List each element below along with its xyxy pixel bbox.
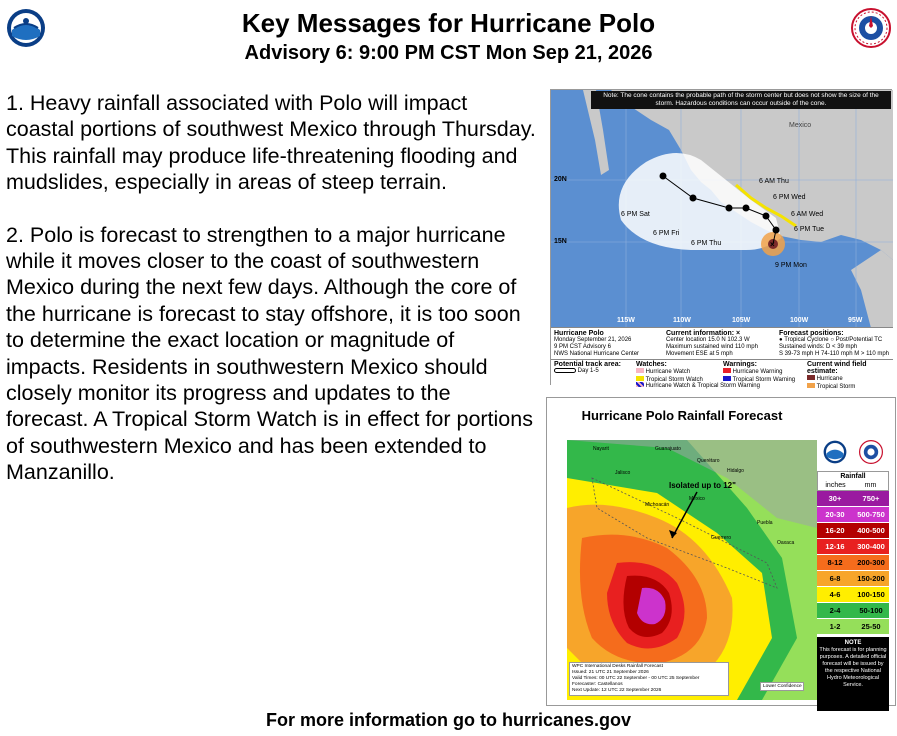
cone-note: Note: The cone contains the probable path of the storm center but does not show the size of the storm. Hazardous conditions can occur outside of the cone.: [591, 91, 891, 109]
point-label-6pm-thu: 6 PM Thu: [691, 240, 722, 247]
lon-label-115w: 115W: [617, 317, 635, 324]
place-label: Jalisco: [615, 470, 631, 476]
nws-logo: [851, 8, 891, 48]
track-area-legend: Potential track area: Day 1-5: [554, 361, 621, 375]
lat-label-15n: 15N: [554, 238, 567, 245]
lower-confidence-label: Lower Confidence: [760, 682, 804, 691]
rainfall-graphic: [546, 397, 896, 706]
noaa-logo-small: [823, 440, 847, 464]
warnings-legend: Warnings: Hurricane Warning Tropical Storm Warning: [723, 361, 796, 383]
point-label-6pm-sat: 6 PM Sat: [621, 211, 650, 218]
place-label: Puebla: [757, 520, 773, 526]
point-label-6am-thu: 6 AM Thu: [759, 178, 789, 185]
forecast-positions: Forecast positions: ● Tropical Cyclone ○ Post/Potential TC Sustained winds: D < 39 mph S 39-73 mph H 74-110 mph M > 110 mph: [779, 330, 890, 357]
place-label: Guanajuato: [655, 446, 681, 452]
rainfall-title: Hurricane Polo Rainfall Forecast: [581, 408, 783, 423]
lon-label-100w: 100W: [790, 317, 809, 324]
key-message-2: 2. Polo is forecast to strengthen to a major hurricane while it moves closer to the coast of southwestern Mexico during the next few days. Although the core of the hurricane is forecast to stay offshore, it is too soon to determine the exact location or magnitude of impacts. Residents in southwestern Mexico should closely monitor its progress and updates to the forecast. A Tropical Storm Watch is in effect for portions of southwestern Mexico and has been extended to Manzanillo.: [6, 222, 533, 485]
legend-row: 8-12 200-300: [817, 555, 889, 571]
place-label: Michoacán: [645, 502, 670, 508]
place-label: Nayarit: [593, 446, 609, 452]
header: [60, 6, 837, 66]
svg-text:×: ×: [770, 240, 775, 249]
legend-row: 20-30 500-750: [817, 507, 889, 523]
lat-label-20n: 20N: [554, 176, 567, 183]
wind-field-legend: Current wind field estimate: Hurricane Tropical Storm: [807, 361, 867, 390]
legend-row: 6-8 150-200: [817, 571, 889, 587]
place-label: Querétaro: [697, 458, 720, 464]
place-label: Hidalgo: [727, 468, 744, 474]
rainfall-note: NOTE This forecast is for planning purposes. A detailed official forecast will be issued by the respective National Hydro Meteorological Service.: [817, 637, 889, 711]
legend-row: 30+ 750+: [817, 491, 889, 507]
country-label: Mexico: [789, 122, 812, 129]
legend-row: 12-16 300-400: [817, 539, 889, 555]
point-label-6pm-wed: 6 PM Wed: [773, 194, 806, 201]
cone-map: [551, 90, 893, 328]
point-label-6pm-fri: 6 PM Fri: [653, 230, 680, 237]
point-label-6pm-tue: 6 PM Tue: [794, 226, 824, 233]
cone-legend: Hurricane Polo Monday September 21, 2026 9 PM CST Advisory 6 NWS National Hurricane Center Current information: × Center location 15.0 N 102.3 W Maximum sustained wind 110 mph Movement ESE at 5 mph Forecast positions: ● Tropical Cyclone ○ Post/Potential TC Sustained winds: D < 39 mph S 39-73 mph H 74-110 mph M > 110 mph Potential track area: Day 1-5 Watches: Hurricane Watch Tropical Storm Watch Hurricane Watch & Tropical Storm Warning Warnings: Hurricane Warning Tropical Storm Warning Current wind field estimate: Hurricane Tropical Storm: [551, 327, 893, 386]
legend-row: 16-20 400-500: [817, 523, 889, 539]
place-label: Guerrero: [711, 535, 732, 541]
cone-graphic: [550, 89, 892, 390]
lon-label-110w: 110W: [673, 317, 691, 324]
rainfall-legend: Rainfall inches mm 30+ 750+ 20-30 500-750 16-20 400-500 12-16 300-400 8-12 200-300 6-8 150-200 4-6 100-150 2-4 50-100 1-2 25-50 NOTE This forecast is for planning purposes. A detailed official forecast will be issued by the respective National Hydro Meteorological Service.: [817, 471, 889, 711]
page-title: Key Messages for Hurricane Polo: [241, 8, 656, 38]
point-label-9pm-mon: 9 PM Mon: [775, 262, 807, 269]
point-label-6am-wed: 6 AM Wed: [791, 211, 824, 218]
place-label: Oaxaca: [777, 540, 795, 546]
key-message-1: 1. Heavy rainfall associated with Polo will impact coastal portions of southwest Mexico through Thursday. This rainfall may produce life-threatening flooding and mudslides, especially in areas of steep terrain.: [6, 91, 536, 195]
rainfall-annotation: Isolated up to 12": [669, 481, 736, 490]
place-label: México: [689, 496, 705, 502]
rainfall-info-box: WPC International Desks Rainfall Forecast Issued: 21 UTC 21 September 2026 Valid Times: 00 UTC 22 September - 00 UTC 25 September Forecaster: Castellanos Next Update: 12 UTC 22 September 2026: [569, 662, 729, 696]
page-subtitle: Advisory 6: 9:00 PM CST Mon Sep 21, 2026: [244, 42, 653, 64]
legend-row: 2-4 50-100: [817, 603, 889, 619]
current-information: Current information: × Center location 15.0 N 102.3 W Maximum sustained wind 110 mph Movement ESE at 5 mph: [666, 330, 758, 357]
nws-logo-small: [859, 440, 883, 464]
lon-label-105w: 105W: [732, 317, 751, 324]
legend-row: 1-2 25-50: [817, 619, 889, 635]
key-messages: [6, 90, 536, 512]
noaa-logo: [6, 8, 46, 48]
lon-label-95w: 95W: [848, 317, 863, 324]
footer-link-text: For more information go to hurricanes.gov: [265, 710, 632, 730]
legend-row: 4-6 100-150: [817, 587, 889, 603]
watches-legend: Watches: Hurricane Watch Tropical Storm Watch: [636, 361, 703, 383]
